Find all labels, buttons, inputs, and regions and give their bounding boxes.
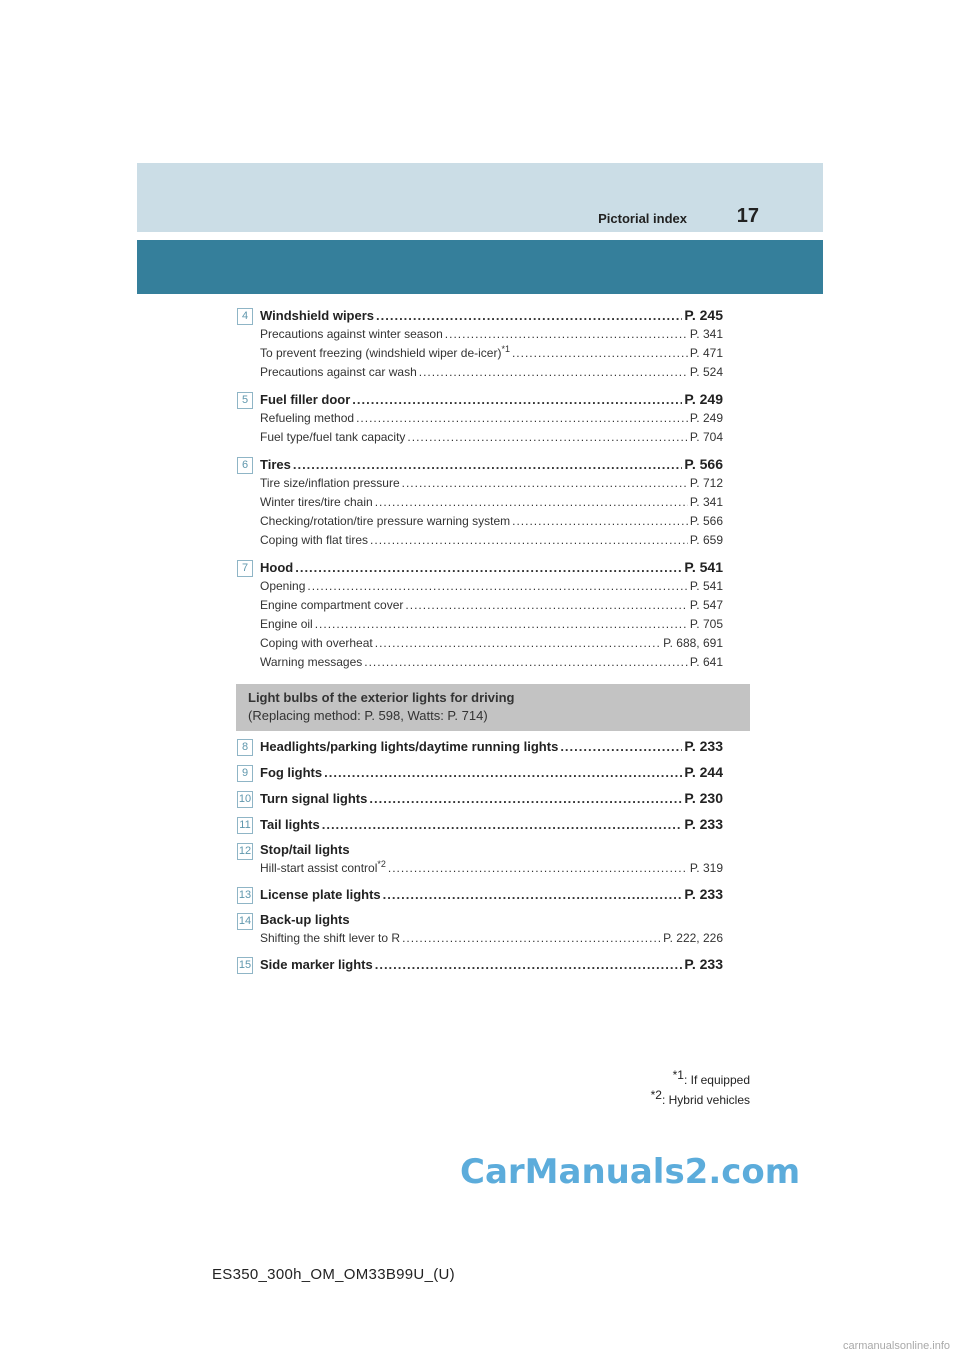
page-ref[interactable]: P. 688, 691: [663, 636, 723, 650]
leader-dots: [402, 474, 688, 493]
item-number-badge: 8: [237, 739, 253, 756]
leader-dots: [352, 390, 682, 409]
item-number-badge: 13: [237, 887, 253, 904]
leader-dots: [383, 885, 683, 904]
page-ref[interactable]: P. 524: [689, 365, 723, 379]
sub-row: [260, 363, 723, 382]
footnote-marker: *1: [672, 1068, 684, 1082]
page-ref[interactable]: P. 244: [684, 764, 723, 780]
page-ref[interactable]: P. 712: [689, 476, 723, 490]
sub-label: Warning messages: [260, 655, 363, 669]
page-ref[interactable]: P. 230: [684, 790, 723, 806]
main-row: [260, 789, 723, 808]
page-ref[interactable]: P. 704: [689, 430, 723, 444]
header-band: [137, 163, 823, 232]
page-ref[interactable]: P. 319: [689, 861, 723, 875]
footnotes: [651, 1070, 750, 1110]
page-ref[interactable]: P. 541: [684, 559, 723, 575]
page-ref[interactable]: P. 641: [689, 655, 723, 669]
sub-row: [260, 653, 723, 672]
entry-fuel-filler-door: [237, 390, 723, 447]
entry-label: Fog lights: [260, 765, 323, 780]
sub-label: Engine oil: [260, 617, 313, 631]
page-ref[interactable]: P. 341: [689, 327, 723, 341]
page-ref[interactable]: P. 547: [689, 598, 723, 612]
banner-subtitle: (Replacing method: P. 598, Watts: P. 714): [248, 708, 488, 723]
entry-windshield-wipers: [237, 306, 723, 382]
sub-row: [260, 929, 723, 948]
page-ref[interactable]: P. 233: [684, 738, 723, 754]
leader-dots: [419, 363, 688, 382]
item-number-badge: 14: [237, 913, 253, 930]
page-ref[interactable]: P. 341: [689, 495, 723, 509]
entry-hood: [237, 558, 723, 672]
sub-label: Winter tires/tire chain: [260, 495, 373, 509]
main-row: [260, 455, 723, 474]
header-dark-band: [137, 240, 823, 294]
leader-dots: [295, 558, 682, 577]
leader-dots: [375, 634, 661, 653]
sub-label: Shifting the shift lever to R: [260, 931, 401, 945]
leader-dots: [324, 763, 682, 782]
item-number-badge: 10: [237, 791, 253, 808]
entry-headlights: [237, 737, 723, 756]
entry-back-up-lights: [237, 911, 723, 948]
sub-row: [260, 531, 723, 550]
footnote-marker: *2: [650, 1088, 662, 1102]
sub-label: Coping with overheat: [260, 636, 373, 650]
leader-dots: [322, 815, 683, 834]
entry-license-plate-lights: [237, 885, 723, 904]
page-ref[interactable]: P. 249: [684, 391, 723, 407]
sub-row: [260, 409, 723, 428]
entry-label: Back-up lights: [260, 912, 350, 927]
light-entries: [237, 737, 723, 981]
page-ref[interactable]: P. 471: [689, 346, 723, 360]
item-number-badge: 15: [237, 957, 253, 974]
sub-row: [260, 859, 723, 878]
entry-label: Tail lights: [260, 817, 320, 832]
sub-label: [260, 344, 510, 363]
footnote-1: [651, 1070, 750, 1090]
leader-dots: [364, 653, 688, 672]
page-ref[interactable]: P. 659: [689, 533, 723, 547]
section-title: Pictorial index: [598, 211, 687, 226]
entry-tail-lights: [237, 815, 723, 834]
leader-dots: [369, 789, 682, 808]
sub-row: [260, 596, 723, 615]
main-row: [260, 885, 723, 904]
entry-turn-signal-lights: [237, 789, 723, 808]
sub-label: Checking/rotation/tire pressure warning system: [260, 514, 511, 528]
leader-dots: [512, 512, 688, 531]
sub-label: Fuel type/fuel tank capacity: [260, 430, 406, 444]
sub-row: [260, 615, 723, 634]
entry-side-marker-lights: [237, 955, 723, 974]
leader-dots: [445, 325, 688, 344]
sub-label: Coping with flat tires: [260, 533, 369, 547]
page-ref[interactable]: P. 233: [684, 956, 723, 972]
sub-label: Tire size/inflation pressure: [260, 476, 400, 490]
index-entries: [237, 306, 723, 680]
sub-label: Precautions against car wash: [260, 365, 417, 379]
leader-dots: [370, 531, 688, 550]
entry-label: Headlights/parking lights/daytime running lights: [260, 739, 559, 754]
item-number-badge: 6: [237, 457, 253, 474]
sub-label: [260, 859, 386, 878]
leader-dots: [388, 859, 688, 878]
watermark-logo: CarManuals2.com: [460, 1152, 801, 1192]
page-number: 17: [736, 205, 759, 227]
page-ref[interactable]: P. 233: [684, 816, 723, 832]
page-ref[interactable]: P. 566: [684, 456, 723, 472]
entry-label: Windshield wipers: [260, 308, 375, 323]
item-number-badge: 7: [237, 560, 253, 577]
page-ref[interactable]: P. 541: [689, 579, 723, 593]
sub-row: [260, 344, 723, 363]
leader-dots: [376, 306, 682, 325]
item-number-badge: 9: [237, 765, 253, 782]
entry-fog-lights: [237, 763, 723, 782]
main-row: [260, 558, 723, 577]
entry-label: Turn signal lights: [260, 791, 368, 806]
sub-row: [260, 577, 723, 596]
page-ref[interactable]: P. 245: [684, 307, 723, 323]
footer-watermark: carmanualsonline.info: [842, 1340, 950, 1352]
page-ref[interactable]: P. 249: [689, 411, 723, 425]
footnote-text: : Hybrid vehicles: [661, 1093, 750, 1107]
sub-row: [260, 634, 723, 653]
leader-dots: [407, 428, 687, 447]
footnote-marker: *1: [501, 344, 510, 354]
page-ref[interactable]: P. 705: [689, 617, 723, 631]
leader-dots: [560, 737, 682, 756]
main-row: [260, 737, 723, 756]
sub-row: [260, 428, 723, 447]
item-number-badge: 4: [237, 308, 253, 325]
sub-row: [260, 512, 723, 531]
leader-dots: [512, 344, 688, 363]
page-ref[interactable]: P. 233: [684, 886, 723, 902]
footnote-marker: *2: [377, 859, 386, 869]
main-row: [260, 763, 723, 782]
main-row: [260, 815, 723, 834]
item-number-badge: 5: [237, 392, 253, 409]
entry-label: Stop/tail lights: [260, 842, 350, 857]
page-ref[interactable]: P. 222, 226: [663, 931, 723, 945]
sub-row: [260, 474, 723, 493]
entry-label: License plate lights: [260, 887, 381, 902]
entry-label: Hood: [260, 560, 294, 575]
page-ref[interactable]: P. 566: [689, 514, 723, 528]
sub-label: Refueling method: [260, 411, 355, 425]
entry-stop-tail-lights: [237, 841, 723, 878]
leader-dots: [293, 455, 682, 474]
sub-row: [260, 325, 723, 344]
leader-dots: [375, 955, 683, 974]
item-number-badge: 12: [237, 843, 253, 860]
main-row: [260, 306, 723, 325]
sub-label-text: Hill-start assist control: [260, 861, 378, 875]
footnote-2: [651, 1090, 750, 1110]
sub-label: Precautions against winter season: [260, 327, 443, 341]
entry-label: Tires: [260, 457, 291, 472]
leader-dots: [356, 409, 688, 428]
entry-label: Fuel filler door: [260, 392, 351, 407]
item-number-badge: 11: [237, 817, 253, 834]
leader-dots: [315, 615, 688, 634]
leader-dots: [405, 596, 687, 615]
leader-dots: [307, 577, 687, 596]
main-row: [260, 955, 723, 974]
leader-dots: [402, 929, 661, 948]
footnote-text: : If equipped: [683, 1073, 750, 1087]
document-id: ES350_300h_OM_OM33B99U_(U): [212, 1266, 455, 1283]
leader-dots: [375, 493, 688, 512]
banner-title: Light bulbs of the exterior lights for driving: [248, 690, 515, 705]
main-row: [260, 390, 723, 409]
light-bulbs-banner: [236, 684, 750, 731]
sub-label: Engine compartment cover: [260, 598, 404, 612]
sub-row: [260, 493, 723, 512]
sub-label-text: To prevent freezing (windshield wiper de-icer): [260, 346, 502, 360]
entry-label: Side marker lights: [260, 957, 373, 972]
sub-label: Opening: [260, 579, 306, 593]
entry-tires: [237, 455, 723, 550]
